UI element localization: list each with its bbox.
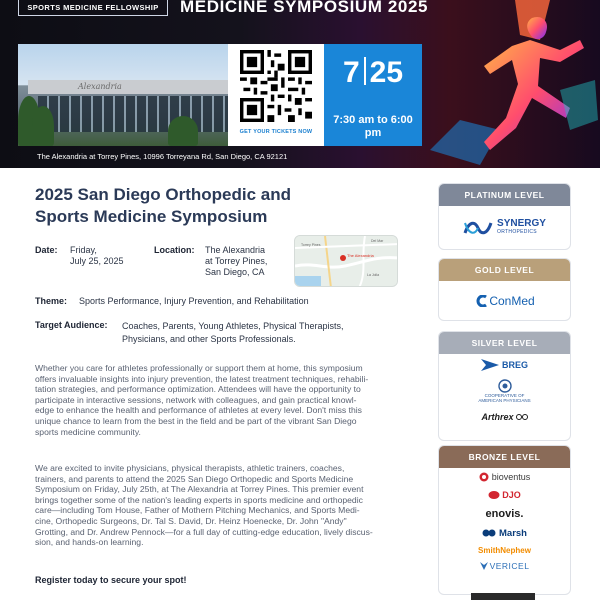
sponsor-cap[interactable] (439, 376, 570, 406)
sponsor-enovis[interactable] (439, 504, 570, 524)
paragraph-line: participate in interactive sessions, network with colleagues, and gain practical knowl- (35, 394, 357, 405)
arthrex-name: Arthrex (481, 412, 514, 422)
building-sign: Alexandria (78, 82, 122, 91)
theme-value: Sports Performance, Injury Prevention, and Rehabilitation (79, 296, 309, 306)
theme-label: Theme: (35, 296, 68, 306)
date-month: 7 (342, 56, 360, 89)
location-label: Location: (154, 245, 195, 255)
sponsor-tier-platinum (438, 183, 571, 250)
vericel-logo-icon (480, 562, 488, 570)
sponsor-djo[interactable] (439, 486, 570, 504)
tier-label-gold: GOLD LEVEL (439, 259, 570, 281)
sponsor-conmed[interactable] (439, 281, 570, 321)
register-cta[interactable]: Register today to secure your spot! (35, 575, 187, 585)
date-label: Date: (35, 245, 58, 255)
paragraph-line: unique chance to learn from the best in the field and be part of the vibrant San Diego (35, 415, 357, 426)
djo-name: DJO (502, 490, 521, 500)
cap-line: AMERICAN PHYSICIANS (478, 398, 531, 403)
breg-name: BREG (501, 360, 528, 370)
audience-value-line: Coaches, Parents, Young Athletes, Physical Therapists, (122, 321, 344, 331)
bioventus-name: bioventus (491, 472, 531, 482)
sponsor-smith-nephew[interactable] (439, 542, 570, 558)
sponsor-tier-gold (438, 258, 571, 321)
paragraph-line: Whether you care for athletes professionally or support them at home, this symposium (35, 363, 363, 373)
intro-paragraph (35, 363, 420, 437)
paragraph-line: offers invaluable insights into injury prevention, the latest treatment techniques, rehabili- (35, 373, 369, 384)
map-place-label: Torrey Pines (301, 243, 321, 247)
tier-label-silver: SILVER LEVEL (439, 332, 570, 354)
event-title-line: 2025 San Diego Orthopedic and (35, 185, 292, 204)
date-panel (324, 44, 422, 146)
paragraph-line: care—including Tom House, Father of Mothern Pitching Mechanics, and Sports Medi- (35, 505, 360, 516)
location-value-line: at Torrey Pines, (205, 256, 268, 266)
smith-nephew-name: SmithNephew (478, 545, 531, 555)
paragraph-line: sports medicine community. (35, 426, 141, 437)
date-day: 25 (369, 56, 404, 89)
banner-title: MEDICINE SYMPOSIUM 2025 (180, 0, 429, 16)
runner-illustration-icon (420, 0, 600, 168)
marsh-logo-icon (482, 529, 496, 537)
venue-address: The Alexandria at Torrey Pines, 10996 Torreyana Rd, San Diego, CA 92121 (37, 152, 288, 161)
tier-label-bronze: BRONZE LEVEL (439, 446, 570, 468)
venue-photo (18, 44, 230, 146)
cap-seal-icon (498, 379, 512, 393)
date-value-line: Friday, (70, 245, 97, 255)
ticket-qr-code[interactable] (228, 44, 324, 146)
location-value (205, 245, 267, 278)
paragraph-line: edge to enhance the health and performance of athletes at every level. Don't miss this (35, 405, 362, 416)
qr-code-icon (240, 50, 312, 122)
audience-value (122, 320, 343, 346)
conmed-name: ConMed (489, 294, 535, 308)
map-place-label: La Jolla (367, 273, 380, 277)
location-value-line: The Alexandria (205, 245, 266, 255)
date-value-line: July 25, 2025 (70, 256, 124, 266)
synergy-sub: ORTHOPEDICS (497, 229, 537, 235)
sponsor-bioventus[interactable] (439, 468, 570, 486)
paragraph-line: trainers, and parents to attend the 2025 San Diego Orthopedic and Sports Medicine (35, 473, 354, 484)
paragraph-line: Grotting, and Dr. Andrew Pennock—for a full day of cutting-edge education, lively discus- (35, 526, 373, 537)
paragraph-line: brings together some of the nation's leading experts in sports medicine and orthopedic (35, 494, 363, 505)
vericel-name: VERICEL (489, 561, 530, 571)
map-icon (295, 236, 398, 287)
tier-label-platinum: PLATINUM LEVEL (439, 184, 570, 206)
event-title (35, 184, 415, 228)
breg-logo-icon (481, 359, 499, 371)
event-time: 7:30 am to 6:00 pm (333, 114, 413, 139)
cap-line: COOPERATIVE OF (484, 393, 525, 398)
qr-caption: GET YOUR TICKETS NOW (239, 129, 313, 135)
synergy-name: SYNERGY (497, 218, 546, 229)
paragraph-line: Symposium on Friday, July 25th, at The Alexandria at Torrey Pines. This premier event (35, 484, 364, 495)
invitation-paragraph (35, 463, 420, 548)
paragraph-line: tation strategies, and performance optimization. Attendees will have the opportunity to (35, 384, 361, 395)
event-title-line: Sports Medicine Symposium (35, 207, 268, 226)
sponsor-arthrex[interactable] (439, 406, 570, 428)
enovis-name: enovis. (485, 508, 524, 520)
bioventus-logo-icon (479, 472, 489, 482)
sponsor-tier-bronze (438, 445, 571, 595)
djo-logo-icon (488, 490, 500, 500)
sponsor-logo-cropped (471, 593, 535, 600)
paragraph-line: We are excited to invite physicians, physical therapists, athletic trainers, coaches, (35, 463, 345, 473)
fellowship-badge: SPORTS MEDICINE FELLOWSHIP (18, 0, 168, 16)
marsh-name: Marsh (499, 527, 527, 539)
map-pin-label: The Alexandria (347, 253, 374, 258)
sponsor-marsh[interactable] (439, 524, 570, 542)
sponsor-synergy-orthopedics[interactable] (439, 206, 570, 250)
hero-banner (0, 0, 600, 168)
sponsor-vericel[interactable] (439, 558, 570, 574)
date-divider (364, 57, 366, 85)
audience-label: Target Audience: (35, 320, 108, 330)
audience-value-line: Physicians, and other Sports Professionals. (122, 334, 296, 344)
sponsor-tier-silver (438, 331, 571, 441)
venue-map[interactable] (294, 235, 398, 287)
paragraph-line: sion, and hands-on learning. (35, 537, 144, 548)
map-place-label: Del Mar (371, 239, 384, 243)
synergy-logo-icon (463, 219, 493, 237)
arthrex-logo-icon (516, 412, 528, 422)
sponsor-breg[interactable] (439, 354, 570, 376)
location-value-line: San Diego, CA (205, 267, 265, 277)
date-value (70, 245, 124, 267)
conmed-logo-icon (474, 295, 488, 307)
paragraph-line: cine, Orthopedic Surgeons, Dr. Tal S. David, Dr. Heinz Hoenecke, Dr. John "Andy" (35, 515, 347, 526)
